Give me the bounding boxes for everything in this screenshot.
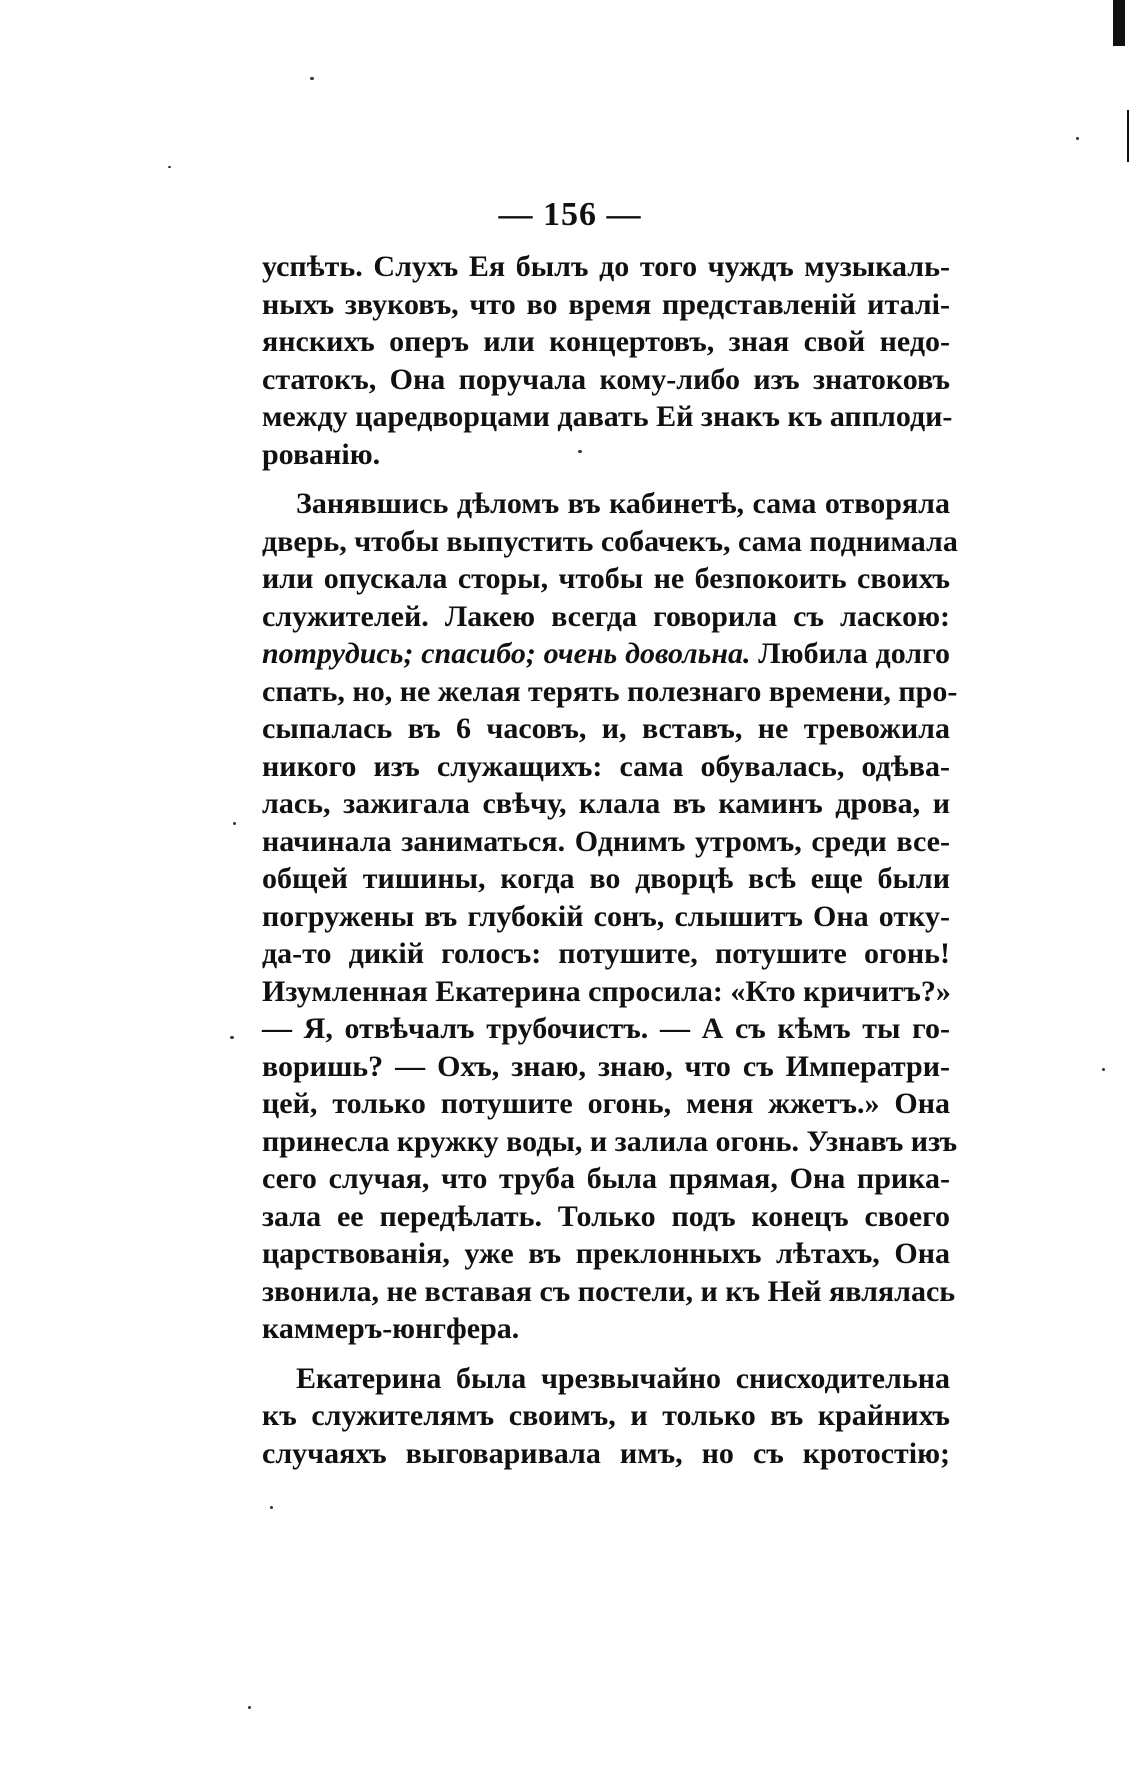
text-line: да-то дикій голосъ: потушите, потушите огонь!	[262, 937, 950, 970]
scan-speck	[1076, 137, 1079, 140]
text-line: Занявшись дѣломъ въ кабинетѣ, сама отворяла	[296, 487, 950, 520]
scan-speck	[1102, 1068, 1105, 1071]
text-line: ныхъ звуковъ, что во время представленій италі-	[262, 287, 950, 321]
text-line: лась, зажигала свѣчу, клала въ каминъ дрова, и	[262, 787, 950, 820]
text-line: сыпалась въ 6 часовъ, и, вставъ, не тревожила	[262, 712, 950, 745]
text-line: общей тишины, когда во дворцѣ всѣ еще были	[262, 862, 950, 895]
text-line: между царедворцами давать Ей знакъ къ апплоди-	[262, 400, 953, 433]
text-line: успѣть. Слухъ Ея былъ до того чуждъ музыкаль-	[262, 250, 950, 283]
italic-phrase: потрудись; спасибо; очень довольна.	[262, 637, 751, 670]
text-line: звонила, не вставая съ постели, и къ Ней являлась	[262, 1274, 956, 1308]
text-line: случаяхъ выговаривала имъ, но съ кротостію;	[262, 1436, 950, 1470]
text-line: сего случая, что труба была прямая, Она прика-	[262, 1162, 950, 1195]
body-text	[262, 248, 958, 1472]
text-line: дверь, чтобы выпустить собачекъ, сама поднимала	[262, 524, 958, 558]
paragraph-1	[262, 248, 953, 473]
page-number: — 156 —	[498, 196, 642, 233]
text-line: статокъ, Она поручала кому-либо изъ знатоковъ	[262, 362, 950, 396]
text-line: спать, но, не желая терять полезнаго времени, про-	[262, 674, 958, 708]
text-line: никого изъ служащихъ: сама обувалась, одѣва-	[262, 749, 950, 783]
text-line: служителей. Лакею всегда говорила съ ласкою:	[262, 599, 950, 633]
text-line: Екатерина была чрезвычайно снисходительна	[296, 1361, 950, 1395]
text-line: начинала заниматься. Однимъ утромъ, среди все-	[262, 824, 950, 858]
text-line: принесла кружку воды, и залила огонь. Узнавъ изъ	[262, 1124, 958, 1158]
paragraph-2	[262, 485, 958, 1348]
text-line: зала ее передѣлать. Только подъ конецъ своего	[262, 1199, 950, 1233]
scan-speck	[270, 1506, 273, 1509]
text-line: къ служителямъ своимъ, и только въ крайнихъ	[262, 1399, 950, 1432]
scan-edge-line	[1127, 110, 1129, 162]
text-line: или опускала сторы, чтобы не безпокоить своихъ	[262, 562, 950, 595]
text-line: царствованія, уже въ преклонныхъ лѣтахъ, Она	[262, 1237, 950, 1270]
text-line: рованію.	[262, 437, 381, 471]
scan-speck	[310, 77, 314, 80]
scan-edge-mark	[1113, 0, 1125, 46]
text-line: каммеръ-юнгфера.	[262, 1312, 520, 1345]
text-line: Изумленная Екатерина спросила: «Кто кричитъ?»	[262, 974, 951, 1008]
paragraph-3	[262, 1360, 950, 1473]
text-line-rest: Любила долго	[750, 637, 951, 670]
scan-speck	[578, 450, 582, 453]
text-line-mixed	[262, 635, 950, 673]
text-line: — Я, отвѣчалъ трубочистъ. — А съ кѣмъ ты го-	[262, 1012, 950, 1045]
scan-speck	[233, 822, 236, 825]
scan-speck	[168, 166, 171, 168]
text-line: янскихъ оперъ или концертовъ, зная свой недо-	[262, 325, 950, 358]
scan-speck	[248, 1706, 251, 1709]
text-line: цей, только потушите огонь, меня жжетъ.» Она	[262, 1087, 950, 1120]
text-line: воришь? — Охъ, знаю, знаю, что съ Императри-	[262, 1049, 950, 1083]
text-line: погружены въ глубокій сонъ, слышитъ Она отку-	[262, 899, 950, 933]
scan-speck	[230, 1036, 234, 1039]
